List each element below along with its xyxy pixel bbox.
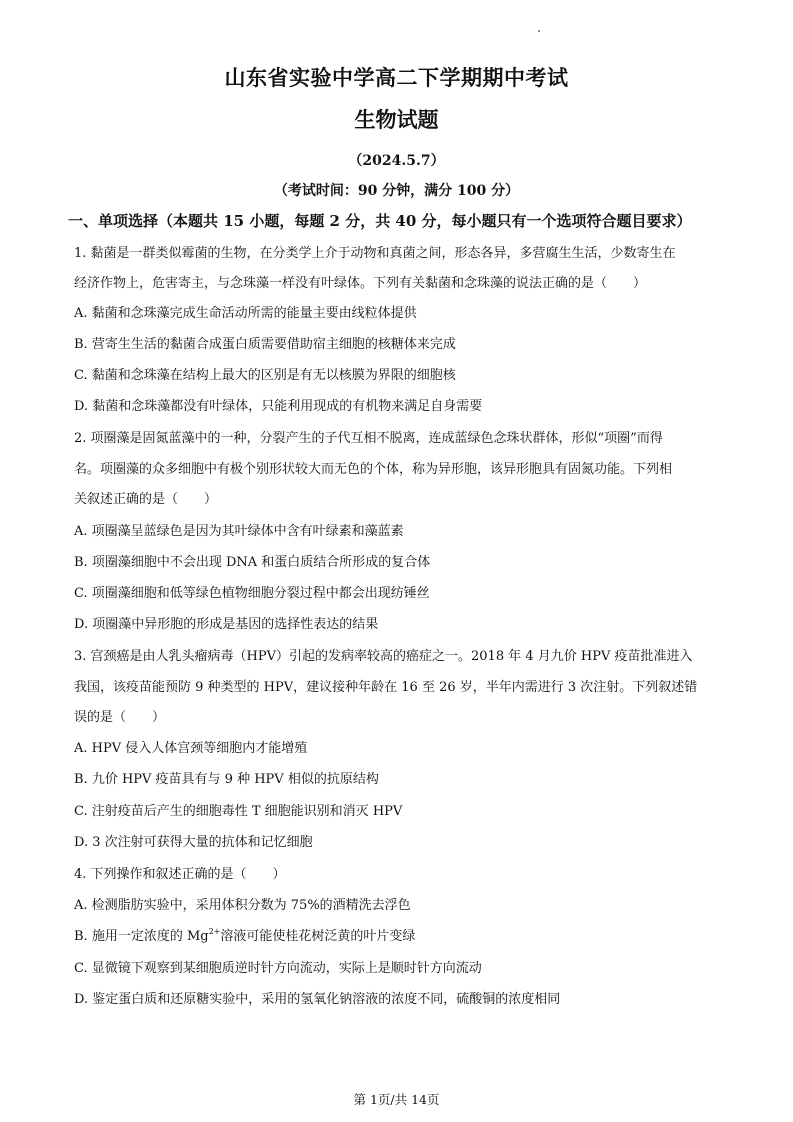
- q3-stem-line-2: 我国，该疫苗能预防 9 种类型的 HPV，建议接种年龄在 16 至 26 岁，半年内需进行 3 次注射。下列叙述错: [74, 680, 698, 695]
- scan-dot: [538, 30, 540, 32]
- q2-stem-line-3: 关叙述正确的是（ ）: [74, 492, 218, 507]
- q4-option-b-text-2: 溶液可能使桂花树泛黄的叶片变绿: [220, 929, 416, 944]
- page-number: 第 1页/共 14页: [353, 1092, 440, 1107]
- q3-option-c: C. 注射疫苗后产生的细胞毒性 T 细胞能识别和消灭 HPV: [74, 804, 403, 819]
- q1-option-d: D. 黏菌和念珠藻都没有叶绿体，只能利用现成的有机物来满足自身需要: [74, 399, 483, 414]
- q4-stem: 4. 下列操作和叙述正确的是（ ）: [74, 867, 286, 882]
- q4-option-a: A. 检测脂肪实验中，采用体积分数为 75%的酒精洗去浮色: [74, 898, 411, 913]
- q4-option-d: D. 鉴定蛋白质和还原糖实验中，采用的氢氧化钠溶液的浓度不同，硫酸铜的浓度相同: [74, 992, 561, 1007]
- q1-option-c: C. 黏菌和念珠藻在结构上最大的区别是有无以核膜为界限的细胞核: [74, 368, 456, 383]
- q2-option-b: B. 项圈藻细胞中不会出现 DNA 和蛋白质结合所形成的复合体: [74, 555, 431, 570]
- q1-option-a: A. 黏菌和念珠藻完成生命活动所需的能量主要由线粒体提供: [74, 306, 417, 321]
- q2-stem-line-2: 名。项圈藻的众多细胞中有极个别形状较大而无色的个体，称为异形胞，该异形胞具有固氮功能。下列相: [74, 462, 673, 477]
- q3-option-a: A. HPV 侵入人体宫颈等细胞内才能增殖: [74, 741, 308, 756]
- q2-option-c: C. 项圈藻细胞和低等绿色植物细胞分裂过程中都会出现纺锤丝: [74, 586, 430, 601]
- q3-stem-line-3: 误的是（ ）: [74, 710, 166, 725]
- exam-date: （2024.5.7）: [348, 153, 445, 169]
- subject-title: 生物试题: [354, 107, 439, 132]
- q4-option-b-superscript: 2+: [208, 927, 221, 936]
- q3-option-b: B. 九价 HPV 疫苗具有与 9 种 HPV 相似的抗原结构: [74, 772, 379, 787]
- q1-stem-line-2: 经济作物上，危害寄主，与念珠藻一样没有叶绿体。下列有关黏菌和念珠藻的说法正确的是（ ）: [74, 276, 647, 291]
- school-title: 山东省实验中学高二下学期期中考试: [224, 65, 569, 90]
- q3-option-d: D. 3 次注射可获得大量的抗体和记忆细胞: [74, 835, 313, 850]
- q1-option-b: B. 营寄生生活的黏菌合成蛋白质需要借助宿主细胞的核糖体来完成: [74, 337, 456, 352]
- q4-option-c: C. 显微镜下观察到某细胞质逆时针方向流动，实际上是顺时针方向流动: [74, 961, 482, 976]
- q2-stem-line-1: 2. 项圈藻是固氮蓝藻中的一种，分裂产生的子代互相不脱离，连成蓝绿色念珠状群体，形似“项圈”而得: [74, 431, 663, 446]
- q2-option-a: A. 项圈藻呈蓝绿色是因为其叶绿体中含有叶绿素和藻蓝素: [74, 524, 404, 539]
- q2-option-d: D. 项圈藻中异形胞的形成是基因的选择性表达的结果: [74, 617, 379, 632]
- q3-stem-line-1: 3. 宫颈癌是由人乳头瘤病毒（HPV）引起的发病率较高的癌症之一。2018 年 4 月九价 HPV 疫苗批准进入: [74, 649, 693, 664]
- q1-stem-line-1: 1. 黏菌是一群类似霉菌的生物，在分类学上介于动物和真菌之间，形态各异，多营腐生生活，少数寄生在: [74, 246, 676, 261]
- q4-option-b: [74, 928, 415, 946]
- exam-info: （考试时间：90 分钟，满分 100 分）: [273, 183, 520, 199]
- section-heading: 一、单项选择（本题共 15 小题，每题 2 分，共 40 分，每小题只有一个选项符合题目要求）: [68, 212, 692, 230]
- q4-option-b-text-1: B. 施用一定浓度的 Mg: [74, 929, 209, 944]
